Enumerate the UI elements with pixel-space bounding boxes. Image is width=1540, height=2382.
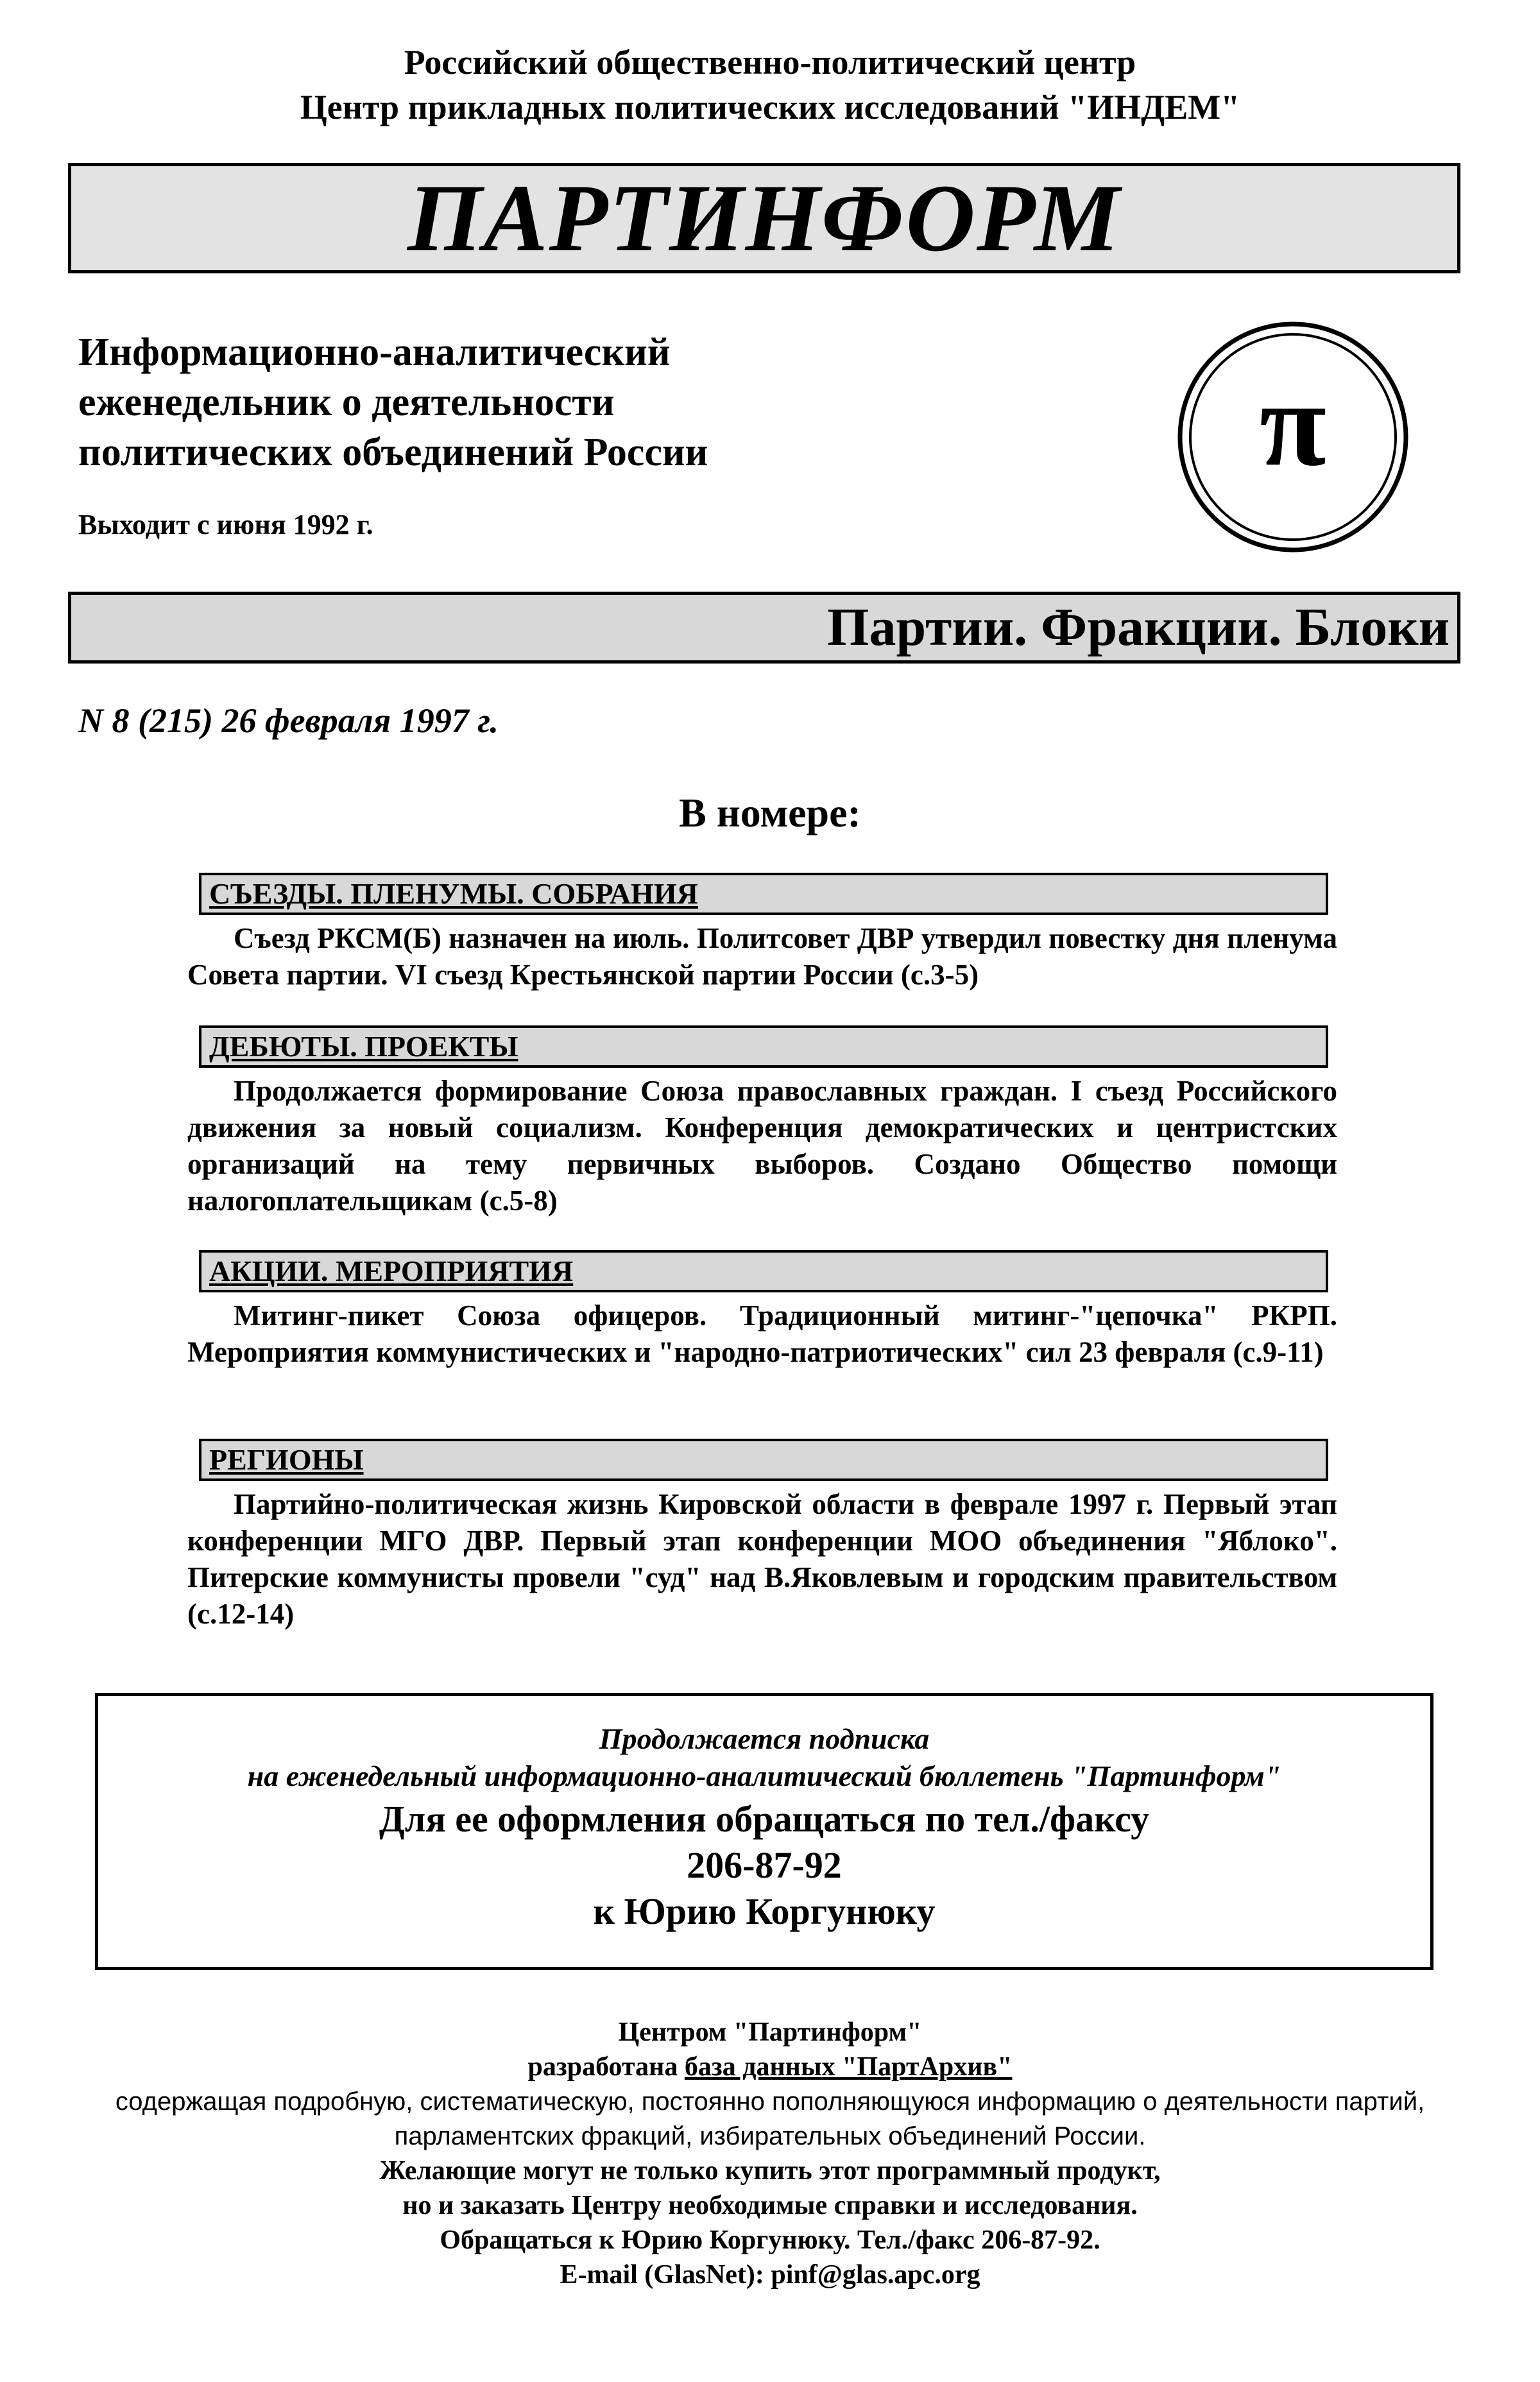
footer-line-4: парламентских фракций, избирательных объединений России. (394, 2122, 1146, 2150)
footer-email[interactable]: E-mail (GlasNet): pinf@glas.apc.org (560, 2260, 980, 2290)
rubric-header-debuts: ДЕБЮТЫ. ПРОЕКТЫ (199, 1025, 1328, 1068)
org-line-1: Российский общественно-политический центр (404, 43, 1136, 81)
footer-line-5: Желающие могут не только купить этот программный продукт, (379, 2156, 1161, 2186)
desc-line-1: Информационно-аналитический (78, 330, 671, 374)
since-date: Выходит с июня 1992 г. (78, 509, 373, 540)
database-link[interactable]: база данных "ПартАрхив" (684, 2052, 1013, 2082)
subscription-phone: 206-87-92 (687, 1844, 842, 1886)
footer-line-2 (0, 2050, 1540, 2084)
rubric-text-actions: Митинг-пикет Союза офицеров. Традиционный митинг-"цепочка" РКРП. Мероприятия коммунистических и "народно-патриотических" сил 23 февраля (с.9-11) (187, 1299, 1337, 1368)
desc-line-2: еженедельник о деятельности (78, 381, 615, 424)
rubric-header-congresses: СЪЕЗДЫ. ПЛЕНУМЫ. СОБРАНИЯ (199, 873, 1328, 915)
subscription-line-3: Для ее оформления обращаться по тел./факсу (379, 1798, 1150, 1840)
subscription-box (95, 1693, 1433, 1970)
database-info (0, 2015, 1540, 2292)
masthead-title: ПАРТИНФОРМ (407, 165, 1122, 271)
footer-line-6: но и заказать Центру необходимые справки и исследования. (402, 2191, 1138, 2220)
desc-line-3: политических объединений России (78, 431, 708, 474)
footer-line-7: Обращаться к Юрию Коргунюку. Тел./факс 206-87-92. (440, 2225, 1100, 2255)
section-title: Партии. Фракции. Блоки (827, 597, 1450, 657)
rubric-header-regions: РЕГИОНЫ (199, 1439, 1328, 1481)
logo-symbol: π (1259, 357, 1327, 492)
publisher-header (0, 40, 1540, 130)
issue-number-date: N 8 (215) 26 февраля 1997 г. (78, 701, 499, 740)
subscription-line-2: на еженедельный информационно-аналитический бюллетень "Партинформ" (247, 1760, 1281, 1792)
rubric-text-debuts: Продолжается формирование Союза православных граждан. I съезд Российского движения за новый социализм. Конференция демократических и центристских организаций на тему первичных выборов. Создано Общество помощи налогоплательщикам (с.5-8) (187, 1075, 1337, 1217)
org-line-2: Центр прикладных политических исследований "ИНДЕМ" (300, 88, 1240, 126)
subscription-contact: к Юрию Коргунюку (593, 1890, 936, 1932)
rubric-text-congresses: Съезд РКСМ(Б) назначен на июль. Политсовет ДВР утвердил повестку дня пленума Совета партии. VI съезд Крестьянской партии России (с.3-5) (187, 922, 1337, 991)
footer-line-1: Центром "Партинформ" (618, 2018, 922, 2047)
footer-line-2-prefix: разработана (527, 2052, 685, 2082)
rubric-text-regions: Партийно-политическая жизнь Кировской области в феврале 1997 г. Первый этап конференции МГО ДВР. Первый этап конференции МОО объединения "Яблоко". Питерские коммунисты провели "суд" над В.Яковлевым и городским правительством (с.12-14) (187, 1488, 1337, 1630)
footer-line-3: содержащая подробную, систематическую, постоянно пополняющуюся информацию о деятельности партий, (115, 2087, 1425, 2116)
section-title-box (68, 592, 1460, 664)
rubric-header-actions: АКЦИИ. МЕРОПРИЯТИЯ (199, 1250, 1328, 1292)
contents-heading: В номере: (679, 790, 861, 835)
masthead-description (78, 327, 708, 477)
pi-circle-logo-icon (1174, 318, 1412, 556)
masthead-title-box (68, 163, 1460, 273)
subscription-line-1: Продолжается подписка (599, 1722, 930, 1755)
